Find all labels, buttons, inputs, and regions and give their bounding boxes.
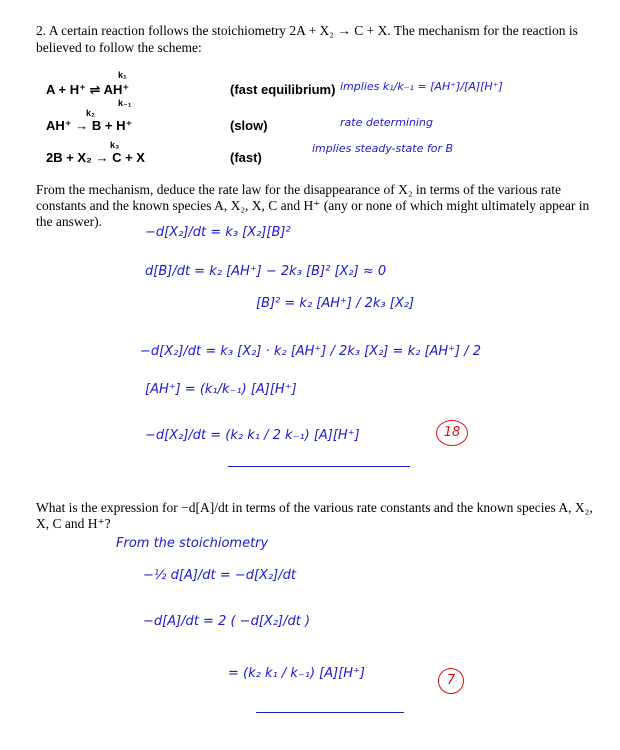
work-2-line-3: −d[A]/dt = 2 ( −d[X₂]/dt ): [143, 614, 311, 629]
step-1-note: implies k₁/k₋₁ = [AH⁺]/[A][H⁺]: [340, 80, 503, 93]
step-3-condition: (fast): [230, 150, 262, 165]
mechanism-step-1: [46, 82, 129, 98]
work-1-line-1: −d[X₂]/dt = k₃ [X₂][B]²: [145, 225, 291, 240]
step-2-condition: (slow): [230, 118, 268, 133]
step-1-equation: A + H⁺ ⇌ AH⁺: [46, 82, 130, 97]
mechanism-step-3: [46, 150, 145, 165]
step-2-equation: AH⁺ → B + H⁺: [46, 118, 133, 133]
mechanism-step-2: [46, 118, 132, 134]
work-2-line-2: −½ d[A]/dt = −d[X₂]/dt: [143, 568, 296, 583]
question-1-line-2: believed to follow the scheme:: [36, 40, 202, 55]
work-1-line-6: −d[X₂]/dt = (k₂ k₁ / 2 k₋₁) [A][H⁺]: [145, 428, 360, 443]
work-2-line-1: From the stoichiometry: [116, 536, 269, 551]
step-1-condition: (fast equilibrium): [230, 82, 336, 97]
step-3-rate-top: k₃: [110, 140, 120, 150]
answer-1-underline: [228, 466, 410, 467]
work-1-line-4: −d[X₂]/dt = k₃ [X₂] · k₂ [AH⁺] / 2k₃ [X₂] = k₂ [AH⁺] / 2: [140, 344, 482, 359]
work-1-line-2: d[B]/dt = k₂ [AH⁺] − 2k₃ [B]² [X₂] ≈ 0: [145, 264, 387, 279]
work-1-line-3: [B]² = k₂ [AH⁺] / 2k₃ [X₂]: [256, 296, 415, 311]
work-1-line-5: [AH⁺] = (k₁/k₋₁) [A][H⁺]: [145, 382, 297, 397]
step-2-note: rate determining: [340, 116, 433, 129]
answer-2-underline: [256, 712, 404, 713]
step-3-equation: 2B + X₂ → C + X: [46, 150, 145, 165]
score-2-circle: 7: [438, 668, 464, 694]
question-1-line-1: 2. A certain reaction follows the stoichiometry 2A + X₂ → C + X. The mechanism for the reaction is: [36, 23, 578, 38]
work-2-line-4: = (k₂ k₁ / k₋₁) [A][H⁺]: [228, 666, 365, 681]
question-1-text: [36, 22, 606, 56]
step-1-rate-top: k₁: [118, 70, 127, 80]
question-3-text: What is the expression for −d[A]/dt in terms of the various rate constants and the known species A, X₂, X, C and H⁺?: [36, 500, 593, 531]
score-1-circle: 18: [436, 420, 468, 446]
question-2-text: From the mechanism, deduce the rate law for the disappearance of X₂ in terms of the various rate constants and the known species A, X₂, X, C and H⁺ (any or none of which might ultimately appear in the answer).: [36, 182, 590, 229]
step-3-note: implies steady-state for B: [312, 142, 454, 155]
step-2-rate-top: k₂: [86, 108, 96, 118]
step-1-rate-bottom: k₋₁: [118, 98, 132, 108]
